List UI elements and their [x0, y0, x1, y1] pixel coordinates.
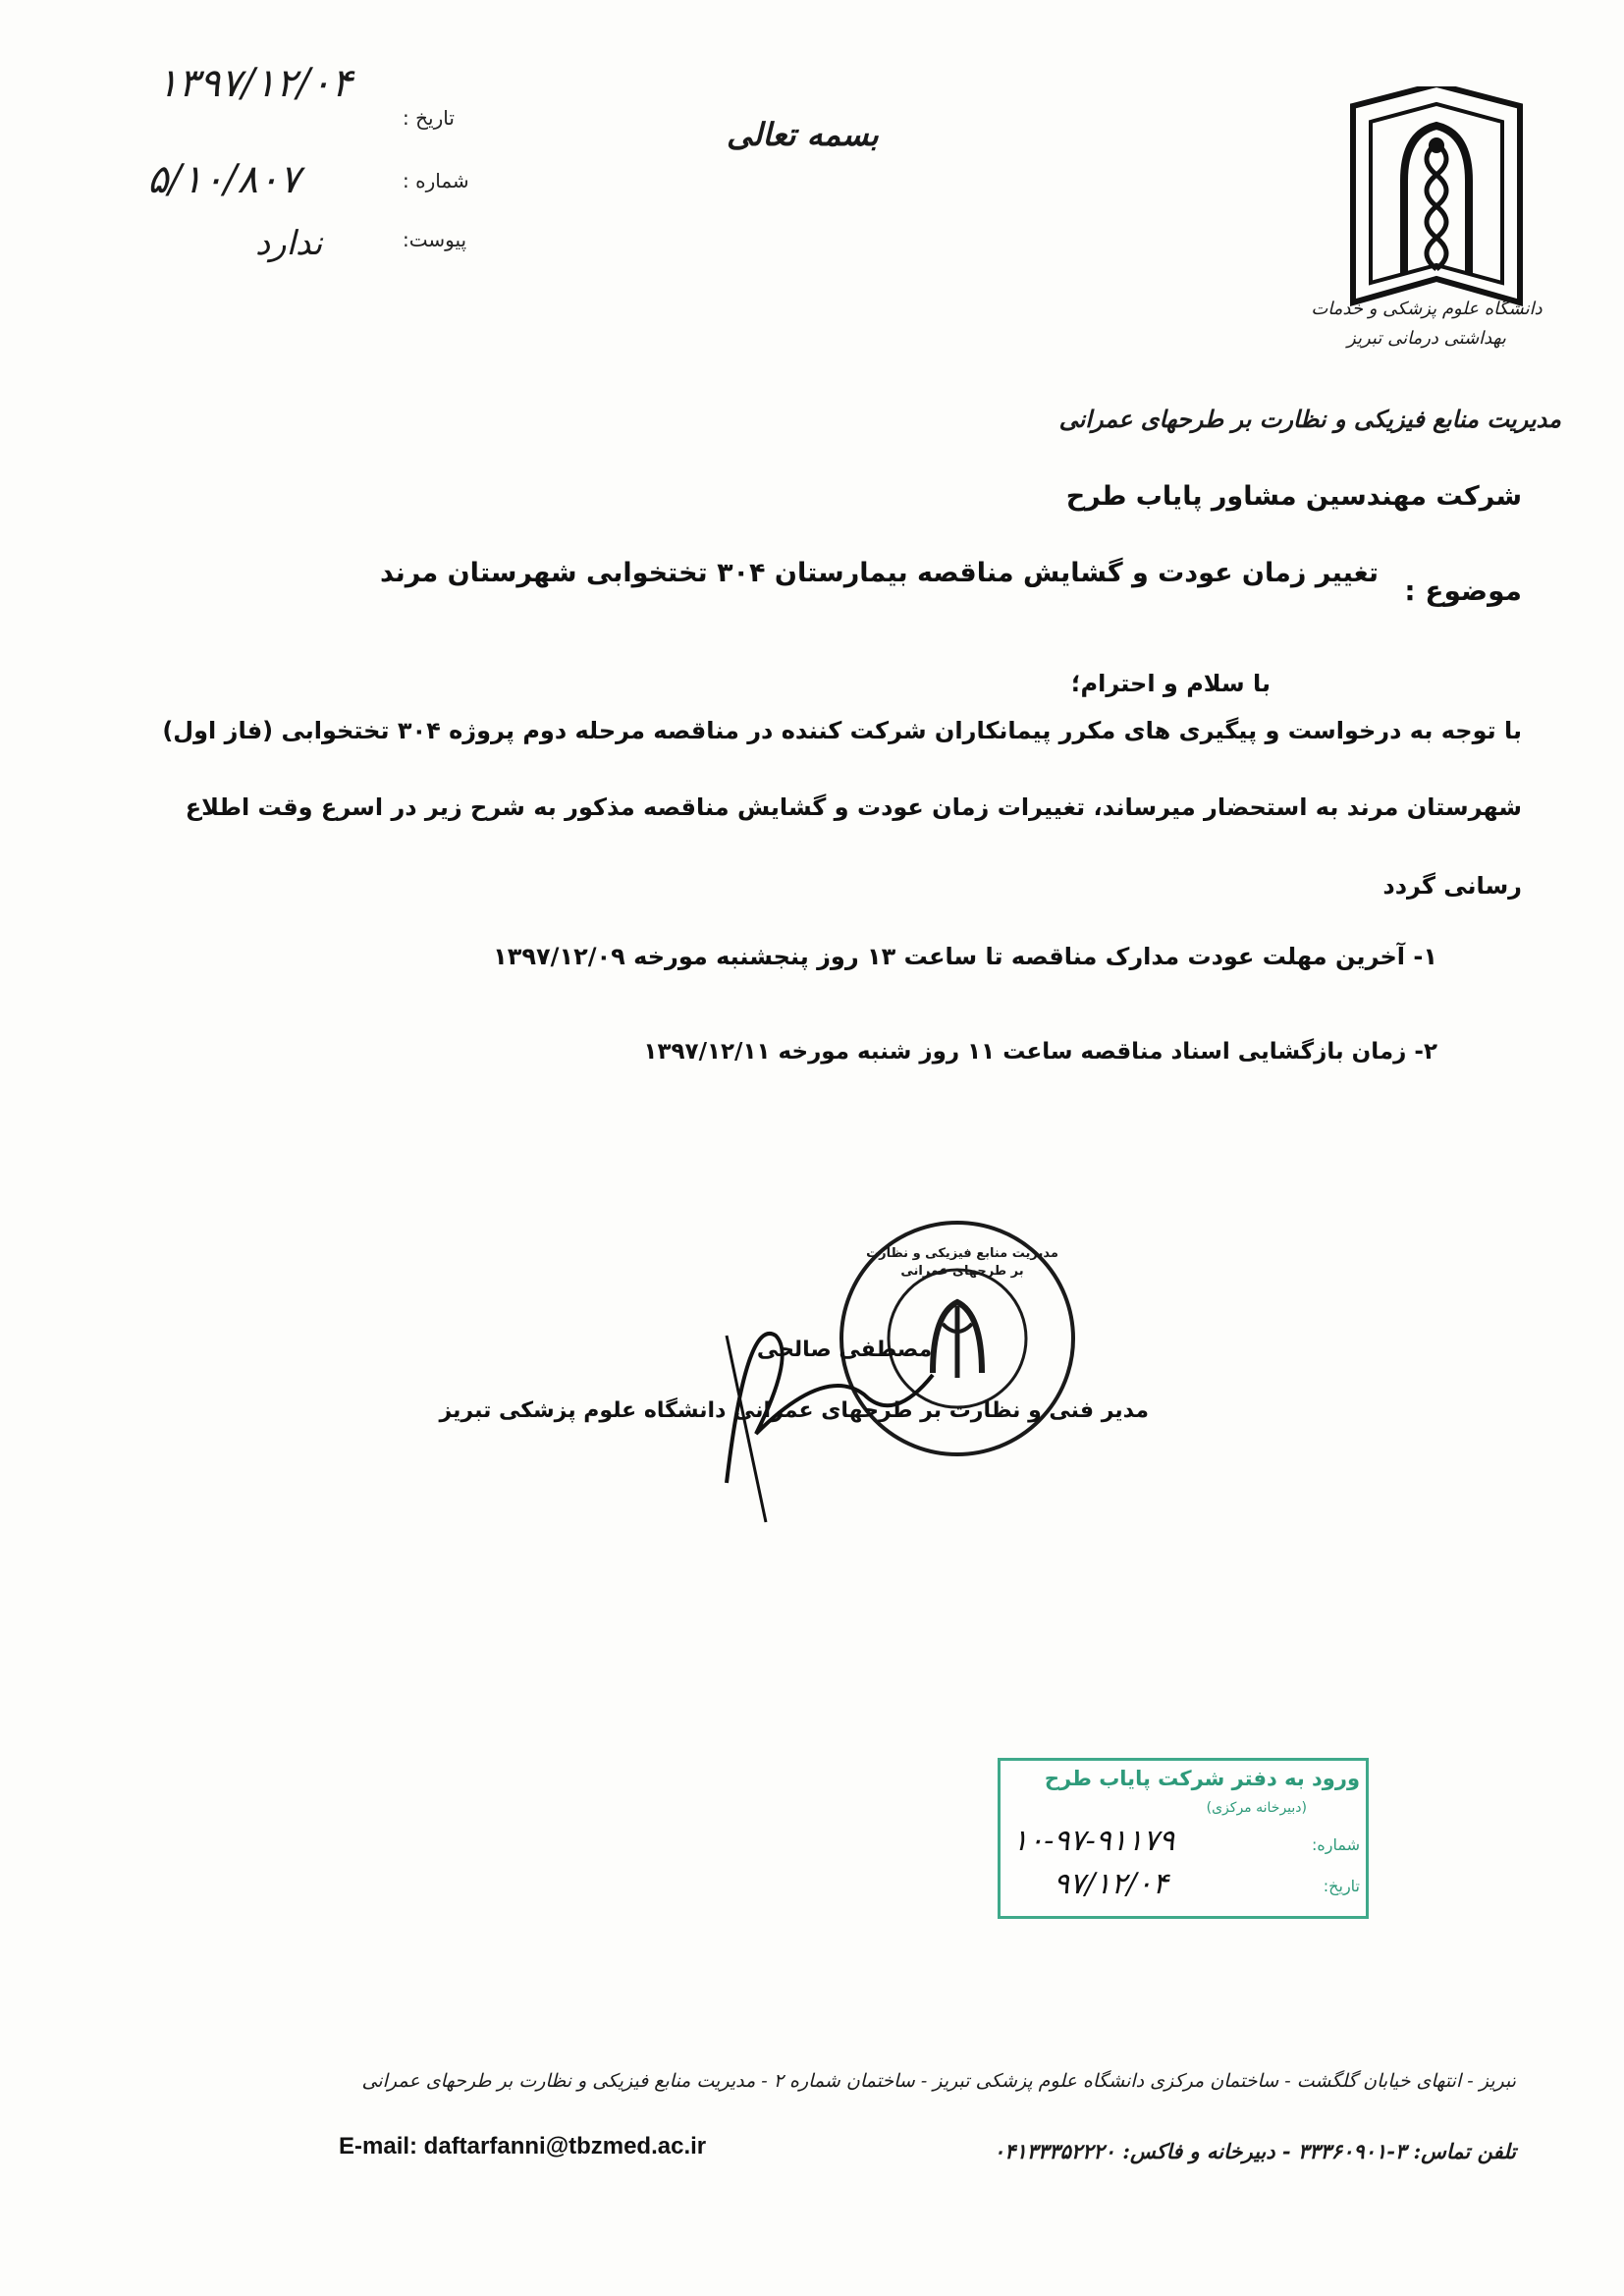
handwritten-number: ۵/۱۰/۸۰۷ [147, 157, 300, 202]
receipt-date-label: تاریخ: [1323, 1877, 1360, 1895]
footer-address: تبریز - انتهای خیابان گلگشت - ساختمان مرکزی دانشگاه علوم پزشکی تبریز - ساختمان شماره ۲ - مدیریت منابع فیزیکی و نظارت بر طرحهای عمرانی [361, 2070, 1516, 2092]
receipt-number-value: ۱۰-۹۷-۹۱۱۷۹ [1012, 1824, 1175, 1858]
receipt-date-value: ۹۷/۱۲/۰۴ [1054, 1867, 1168, 1901]
date-label: تاریخ : [403, 106, 455, 130]
signatory-title: مدیر فنی و نظارت بر طرحهای عمرانی دانشگاه علوم پزشکی تبریز [439, 1398, 1149, 1423]
footer-phone: تلفن تماس: ۳-۳۳۳۶۰۹۰۱ - دبیرخانه و فاکس: ۰۴۱۳۳۳۵۲۲۲۰ [993, 2139, 1516, 2163]
footer-email[interactable]: E-mail: daftarfanni@tbzmed.ac.ir [339, 2133, 707, 2159]
receipt-number-label: شماره: [1311, 1835, 1360, 1854]
body-line-3: رسانی گردد [1382, 872, 1522, 900]
receipt-stamp-subtitle: (دبیرخانه مرکزی) [1206, 1800, 1307, 1816]
signatory-name: مصطفی صالحی [756, 1338, 933, 1362]
body-line-1: با توجه به درخواست و پیگیری های مکرر پیمانکاران شرکت کننده در مناقصه مرحله دوم پروژه ۳۰۴ تختخوابی (فاز اول) [162, 717, 1522, 744]
university-emblem-icon [1343, 86, 1530, 322]
handwritten-date: ۱۳۹۷/۱۲/۰۴ [157, 61, 352, 106]
item-2: ۲- زمان بازگشایی اسناد مناقصه ساعت ۱۱ روز شنبه مورخه ۱۳۹۷/۱۲/۱۱ [643, 1039, 1437, 1065]
seal-text: مدیریت منابع فیزیکی و نظارت بر طرحهای عمرانی [866, 1246, 1058, 1279]
handwritten-attachment: ندارد [255, 224, 323, 263]
department-name: مدیریت منابع فیزیکی و نظارت بر طرحهای عمرانی [1058, 405, 1561, 433]
body-line-2: شهرستان مرند به استحضار میرساند، تغییرات زمان عودت و گشایش مناقصه مذکور به شرح زیر در اسرع وقت اطلاع [185, 793, 1522, 821]
greeting: با سلام و احترام؛ [1070, 670, 1271, 697]
item-1: ۱- آخرین مهلت عودت مدارک مناقصه تا ساعت ۱۳ روز پنجشنبه مورخه ۱۳۹۷/۱۲/۰۹ [493, 943, 1437, 970]
recipient: شرکت مهندسین مشاور پایاب طرح [1065, 481, 1522, 512]
receipt-stamp [998, 1758, 1369, 1919]
subject-text: تغییر زمان عودت و گشایش مناقصه بیمارستان ۳۰۴ تختخوابی شهرستان مرند [379, 558, 1379, 588]
subject-label: موضوع : [1404, 574, 1522, 607]
number-label: شماره : [403, 169, 469, 192]
receipt-stamp-title: ورود به دفتر شرکت پایاب طرح [1044, 1767, 1360, 1790]
invocation: بسمه تعالی [727, 116, 879, 153]
attachment-label: پیوست: [403, 228, 467, 251]
university-logo [1343, 86, 1530, 322]
university-name: دانشگاه علوم پزشکی و خدمات بهداشتی درمانی تبریز [1311, 299, 1543, 349]
